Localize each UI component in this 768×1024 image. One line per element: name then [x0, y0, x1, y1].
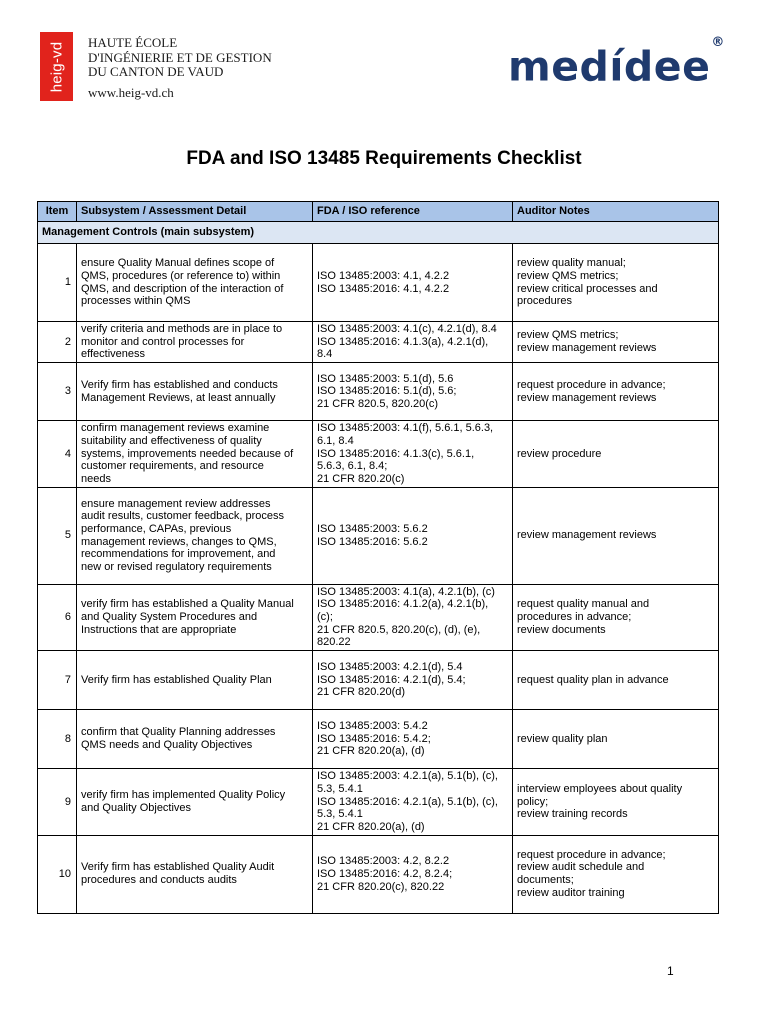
column-header-item: Item — [38, 202, 77, 222]
item-number-cell: 8 — [38, 710, 77, 769]
column-header-notes: Auditor Notes — [513, 202, 719, 222]
assessment-detail-cell — [77, 363, 313, 421]
item-number-cell: 6 — [38, 584, 77, 651]
assessment-detail-cell-line: verify firm has established a Quality Manual — [81, 598, 294, 611]
assessment-detail-cell — [77, 244, 313, 322]
item-number-cell: 10 — [38, 835, 77, 913]
reference-cell-line: ISO 13485:2003: 4.2.1(d), 5.4 — [317, 661, 463, 674]
table-row — [38, 769, 719, 836]
assessment-detail-cell — [77, 769, 313, 836]
auditor-notes-cell-line: request quality plan in advance — [517, 673, 669, 686]
reference-cell-line: 21 CFR 820.20(a), (d) — [317, 820, 425, 833]
reference-cell — [313, 487, 513, 584]
reference-cell-line: ISO 13485:2003: 4.1(a), 4.2.1(b), (c) — [317, 585, 495, 598]
auditor-notes-cell-line: review quality plan — [517, 732, 608, 745]
reference-cell — [313, 710, 513, 769]
auditor-notes-cell-line: interview employees about quality — [517, 782, 683, 795]
auditor-notes-cell-line: procedures in advance; — [517, 611, 632, 624]
table-row — [38, 363, 719, 421]
item-number-cell: 1 — [38, 244, 77, 322]
auditor-notes-cell-line: review procedure — [517, 447, 602, 460]
reference-cell-line: ISO 13485:2016: 4.2.1(d), 5.4; — [317, 673, 466, 686]
reference-cell — [313, 584, 513, 651]
assessment-detail-cell — [77, 584, 313, 651]
assessment-detail-cell-line: verify firm has implemented Quality Policy — [81, 789, 286, 802]
requirements-table — [37, 201, 719, 914]
auditor-notes-cell — [513, 363, 719, 421]
document-title: FDA and ISO 13485 Requirements Checklist — [186, 148, 582, 169]
assessment-detail-cell-line: confirm management reviews examine — [81, 422, 270, 435]
reference-cell-line: ISO 13485:2016: 4.2.1(a), 5.1(b), (c), — [317, 795, 498, 808]
table-row — [38, 710, 719, 769]
auditor-notes-cell-line: review critical processes and — [517, 282, 658, 295]
reference-cell-line: 820.22 — [317, 636, 351, 649]
assessment-detail-cell-line: systems, improvements needed because of — [81, 447, 294, 460]
reference-cell-line: 21 CFR 820.5, 820.20(c), (d), (e), — [317, 623, 481, 636]
reference-cell-line: 21 CFR 820.20(d) — [317, 686, 406, 699]
assessment-detail-cell-line: QMS needs and Quality Objectives — [81, 739, 253, 752]
school-name-line: HAUTE ÉCOLE — [88, 35, 178, 50]
item-number-cell: 3 — [38, 363, 77, 421]
school-website: www.heig-vd.ch — [88, 84, 174, 100]
item-number-cell: 9 — [38, 769, 77, 836]
assessment-detail-cell-line: confirm that Quality Planning addresses — [81, 726, 276, 739]
assessment-detail-cell-line: Instructions that are appropriate — [81, 623, 237, 636]
reference-cell — [313, 363, 513, 421]
reference-cell-line: ISO 13485:2003: 4.2, 8.2.2 — [317, 855, 450, 868]
assessment-detail-cell-line: and Quality System Procedures and — [81, 611, 258, 624]
auditor-notes-cell-line: request procedure in advance; — [517, 848, 666, 861]
column-header-detail: Subsystem / Assessment Detail — [77, 202, 313, 222]
item-number-cell: 2 — [38, 322, 77, 363]
reference-cell-line: ISO 13485:2016: 5.1(d), 5.6; — [317, 385, 457, 398]
assessment-detail-cell-line: QMS, and description of the interaction of — [81, 282, 284, 295]
reference-cell-line: ISO 13485:2016: 5.6.2 — [317, 535, 428, 548]
reference-cell-line: 5.3, 5.4.1 — [317, 782, 363, 795]
reference-cell-line: ISO 13485:2016: 4.1.3(c), 5.6.1, — [317, 447, 475, 460]
reference-cell-line: ISO 13485:2016: 4.1.2(a), 4.2.1(b), — [317, 598, 489, 611]
assessment-detail-cell-line: procedures and conducts audits — [81, 874, 237, 887]
auditor-notes-cell-line: review audit schedule and — [517, 861, 645, 874]
reference-cell — [313, 651, 513, 710]
auditor-notes-cell — [513, 487, 719, 584]
reference-cell-line: 6.1, 8.4 — [317, 434, 354, 447]
table-row — [38, 584, 719, 651]
item-number-cell: 7 — [38, 651, 77, 710]
auditor-notes-cell-line: documents; — [517, 874, 574, 887]
assessment-detail-cell-line: ensure Quality Manual defines scope of — [81, 257, 275, 270]
assessment-detail-cell — [77, 710, 313, 769]
auditor-notes-cell-line: review QMS metrics; — [517, 329, 619, 342]
assessment-detail-cell-line: recommendations for improvement, and — [81, 548, 276, 561]
assessment-detail-cell — [77, 322, 313, 363]
auditor-notes-cell-line: request quality manual and — [517, 598, 650, 611]
assessment-detail-cell-line: monitor and control processes for — [81, 335, 245, 348]
auditor-notes-cell-line: review management reviews — [517, 529, 657, 542]
assessment-detail-cell-line: verify criteria and methods are in place to — [81, 323, 283, 335]
medidee-logo — [508, 35, 725, 92]
assessment-detail-cell-line: Verify firm has established Quality Plan — [81, 673, 272, 686]
section-title: Management Controls (main subsystem) — [38, 222, 719, 244]
reference-cell-line: 5.6.3, 6.1, 8.4; — [317, 460, 388, 473]
table-body — [38, 222, 719, 914]
auditor-notes-cell-line: review management reviews — [517, 342, 657, 355]
table-header-row — [38, 202, 719, 222]
column-header-reference: FDA / ISO reference — [313, 202, 513, 222]
auditor-notes-cell-line: review training records — [517, 808, 628, 821]
reference-cell-line: ISO 13485:2016: 5.4.2; — [317, 732, 431, 745]
reference-cell-line: 21 CFR 820.5, 820.20(c) — [317, 397, 439, 410]
assessment-detail-cell-line: suitability and effectiveness of quality — [81, 434, 262, 447]
reference-cell — [313, 769, 513, 836]
auditor-notes-cell-line: review quality manual; — [517, 257, 626, 270]
reference-cell-line: ISO 13485:2016: 4.1.3(a), 4.2.1(d), — [317, 335, 489, 348]
medidee-logo-text: medídee — [508, 42, 711, 91]
heig-vd-logo — [40, 32, 73, 101]
table-row — [38, 421, 719, 488]
auditor-notes-cell-line: request procedure in advance; — [517, 378, 666, 391]
assessment-detail-cell-line: QMS, procedures (or reference to) within — [81, 269, 281, 282]
reference-cell — [313, 421, 513, 488]
auditor-notes-cell — [513, 244, 719, 322]
auditor-notes-cell — [513, 769, 719, 836]
reference-cell-line: ISO 13485:2016: 4.1, 4.2.2 — [317, 282, 450, 295]
reference-cell-line: 21 CFR 820.20(c), 820.22 — [317, 880, 445, 893]
auditor-notes-cell-line: review QMS metrics; — [517, 269, 619, 282]
auditor-notes-cell-line: review documents — [517, 623, 606, 636]
table-row — [38, 487, 719, 584]
reference-cell-line: 21 CFR 820.20(c) — [317, 472, 405, 485]
assessment-detail-cell-line: performance, CAPAs, previous — [81, 522, 232, 535]
auditor-notes-cell — [513, 421, 719, 488]
auditor-notes-cell-line: review management reviews — [517, 391, 657, 404]
reference-cell-line: ISO 13485:2003: 4.1, 4.2.2 — [317, 269, 450, 282]
school-name-line: D'INGÉNIERIE ET DE GESTION — [88, 49, 272, 65]
assessment-detail-cell-line: needs — [81, 472, 111, 485]
reference-cell-line: ISO 13485:2003: 4.2.1(a), 5.1(b), (c), — [317, 770, 498, 783]
school-name-line: DU CANTON DE VAUD — [88, 64, 224, 79]
auditor-notes-cell-line: review auditor training — [517, 886, 625, 899]
auditor-notes-cell — [513, 584, 719, 651]
reference-cell-line: ISO 13485:2003: 4.1(c), 4.2.1(d), 8.4 — [317, 323, 497, 335]
reference-cell-line: ISO 13485:2003: 4.1(f), 5.6.1, 5.6.3, — [317, 422, 494, 435]
assessment-detail-cell-line: management reviews, changes to QMS, — [81, 535, 277, 548]
auditor-notes-cell — [513, 651, 719, 710]
school-name-block — [88, 36, 272, 100]
auditor-notes-cell-line: policy; — [517, 795, 549, 808]
assessment-detail-cell-line: Verify firm has established and conducts — [81, 378, 278, 391]
table-row — [38, 835, 719, 913]
assessment-detail-cell-line: ensure management review addresses — [81, 497, 271, 510]
section-row — [38, 222, 719, 244]
assessment-detail-cell-line: Management Reviews, at least annually — [81, 391, 276, 404]
auditor-notes-cell — [513, 322, 719, 363]
assessment-detail-cell-line: and Quality Objectives — [81, 801, 192, 814]
assessment-detail-cell — [77, 487, 313, 584]
table-row — [38, 322, 719, 363]
reference-cell-line: 8.4 — [317, 348, 333, 361]
assessment-detail-cell — [77, 835, 313, 913]
auditor-notes-cell — [513, 835, 719, 913]
reference-cell-line: (c); — [317, 611, 333, 624]
registered-mark: ® — [711, 35, 725, 50]
assessment-detail-cell-line: new or revised regulatory requirements — [81, 561, 272, 574]
page-number: 1 — [667, 964, 674, 978]
auditor-notes-cell-line: procedures — [517, 295, 573, 308]
reference-cell-line: ISO 13485:2003: 5.1(d), 5.6 — [317, 372, 454, 385]
assessment-detail-cell-line: processes within QMS — [81, 295, 191, 308]
assessment-detail-cell-line: Verify firm has established Quality Audit — [81, 861, 275, 874]
heig-vd-logo-text: heig-vd — [48, 41, 65, 92]
reference-cell — [313, 244, 513, 322]
reference-cell-line: ISO 13485:2003: 5.4.2 — [317, 720, 428, 733]
reference-cell-line: 5.3, 5.4.1 — [317, 808, 363, 821]
reference-cell — [313, 835, 513, 913]
reference-cell-line: ISO 13485:2016: 4.2, 8.2.4; — [317, 867, 453, 880]
assessment-detail-cell — [77, 421, 313, 488]
reference-cell-line: 21 CFR 820.20(a), (d) — [317, 745, 425, 758]
assessment-detail-cell — [77, 651, 313, 710]
reference-cell-line: ISO 13485:2003: 5.6.2 — [317, 522, 428, 535]
reference-cell — [313, 322, 513, 363]
assessment-detail-cell-line: audit results, customer feedback, process — [81, 510, 284, 523]
item-number-cell: 4 — [38, 421, 77, 488]
assessment-detail-cell-line: customer requirements, and resource — [81, 460, 264, 473]
assessment-detail-cell-line: effectiveness — [81, 348, 146, 361]
auditor-notes-cell — [513, 710, 719, 769]
table-row — [38, 651, 719, 710]
item-number-cell: 5 — [38, 487, 77, 584]
table-row — [38, 244, 719, 322]
